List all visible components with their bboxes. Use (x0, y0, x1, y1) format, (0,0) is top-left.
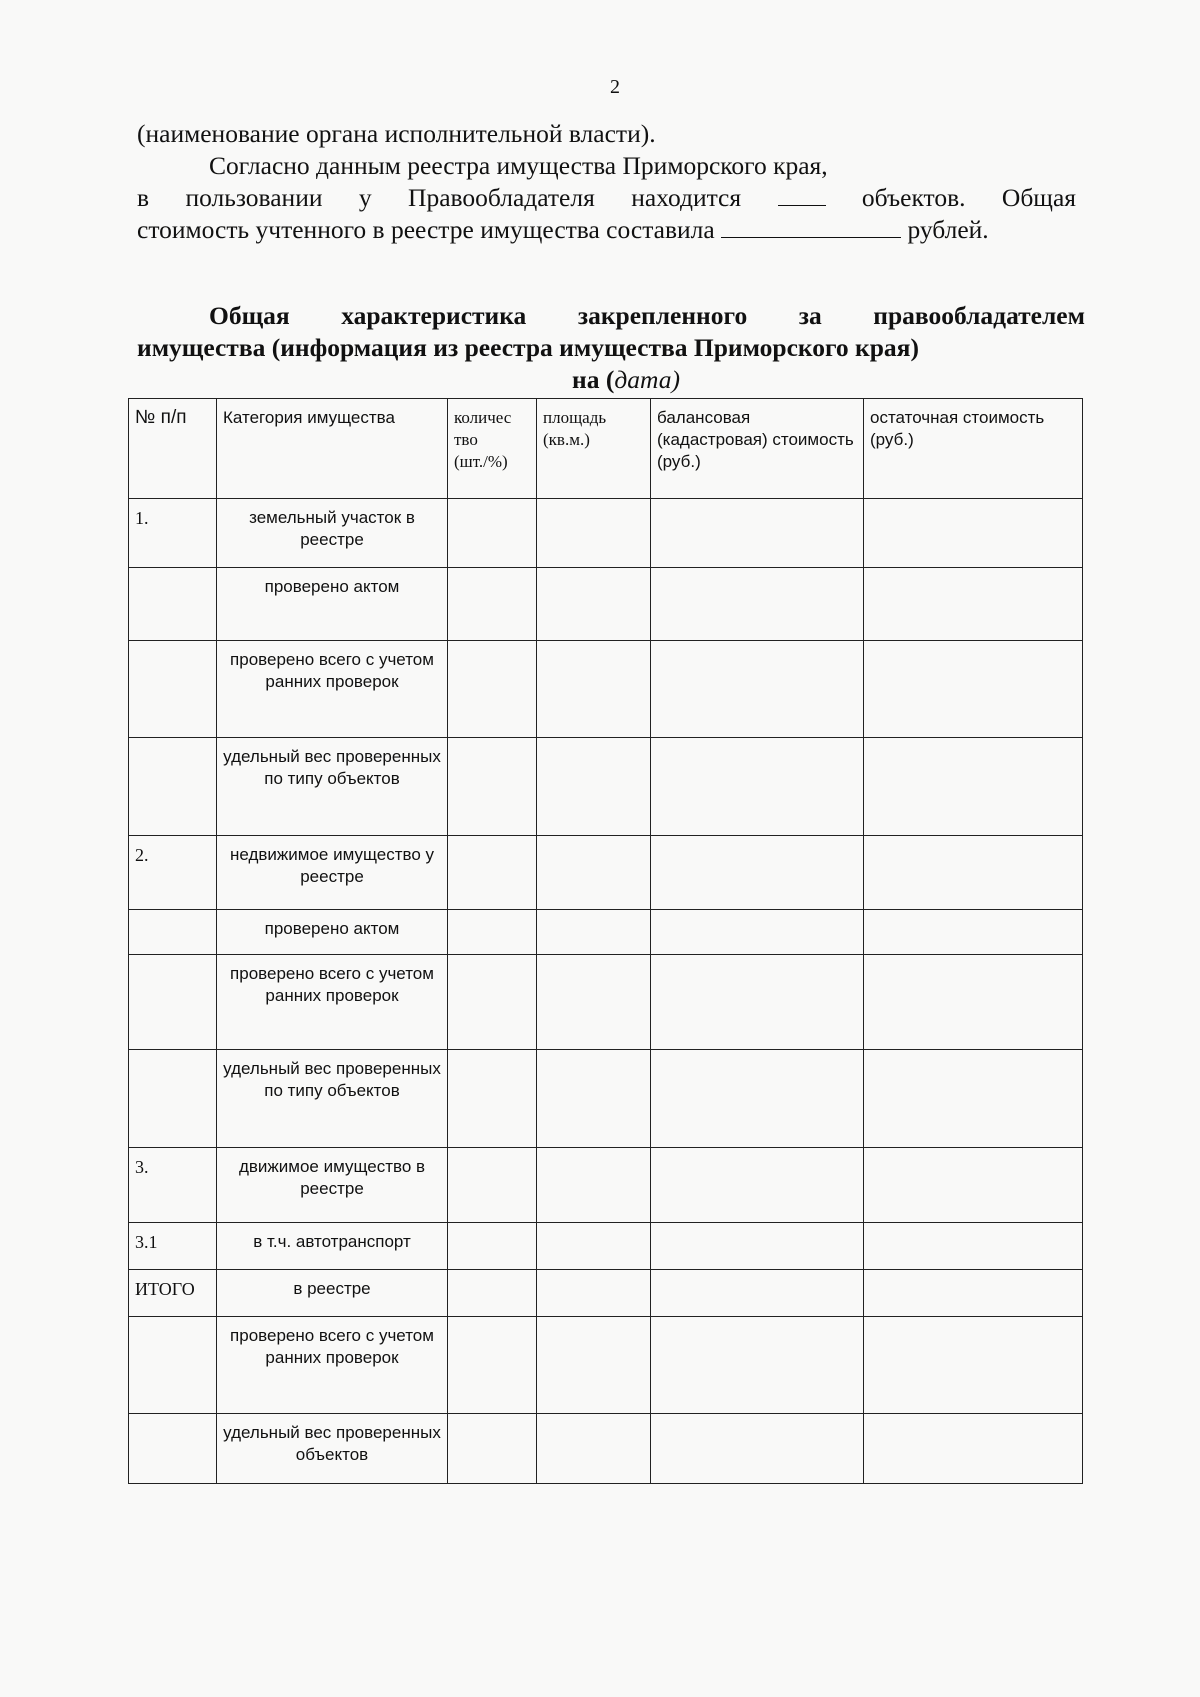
row-number: ИТОГО (129, 1270, 217, 1317)
table-row (129, 641, 1083, 738)
cell-book-value (651, 568, 864, 641)
intro-paragraph-line2 (137, 182, 1076, 214)
row-number: 2. (129, 836, 217, 910)
row-category: движимое имущество в реестре (217, 1148, 448, 1223)
table-row (129, 1414, 1083, 1484)
cell-area (537, 910, 651, 955)
object-count-blank (778, 183, 826, 206)
cell-quantity (448, 955, 537, 1050)
row-category: проверено всего с учетом ранних проверок (217, 1317, 448, 1414)
cell-residual-value (864, 641, 1083, 738)
cell-area (537, 568, 651, 641)
heading-date-placeholder: дата) (614, 365, 680, 394)
cell-residual-value (864, 1317, 1083, 1414)
heading-line1: Общая характеристика закрепленного за правообладателем (209, 301, 1085, 330)
cell-book-value (651, 1317, 864, 1414)
row-category: удельный вес проверенных по типу объектов (217, 738, 448, 836)
authority-name-caption: (наименование органа исполнительной власти). (137, 119, 656, 148)
cell-area (537, 836, 651, 910)
cell-book-value (651, 1223, 864, 1270)
cell-area (537, 499, 651, 568)
table-row (129, 499, 1083, 568)
cell-residual-value (864, 1223, 1083, 1270)
header-category: Категория имущества (217, 399, 448, 499)
row-category: удельный вес проверенных объектов (217, 1414, 448, 1484)
section-heading (137, 300, 1085, 396)
cell-area (537, 738, 651, 836)
intro-paragraph-line1 (137, 150, 1076, 182)
cell-quantity (448, 1223, 537, 1270)
cell-residual-value (864, 568, 1083, 641)
row-category: проверено актом (217, 568, 448, 641)
row-category: проверено всего с учетом ранних проверок (217, 641, 448, 738)
table-row (129, 955, 1083, 1050)
row-number (129, 1317, 217, 1414)
cell-book-value (651, 910, 864, 955)
cell-book-value (651, 1270, 864, 1317)
table-row (129, 1148, 1083, 1223)
cell-residual-value (864, 955, 1083, 1050)
table-row (129, 738, 1083, 836)
cell-quantity (448, 568, 537, 641)
cell-area (537, 1223, 651, 1270)
row-category: недвижимое имущество у реестре (217, 836, 448, 910)
intro-paragraph-line3 (137, 214, 1076, 246)
heading-line2: имущества (информация из реестра имущества Приморского края) (137, 333, 919, 362)
cell-residual-value (864, 738, 1083, 836)
cell-book-value (651, 1050, 864, 1148)
cell-book-value (651, 1148, 864, 1223)
table-row (129, 1317, 1083, 1414)
cell-residual-value (864, 836, 1083, 910)
cell-quantity (448, 836, 537, 910)
header-quantity: количес тво (шт./%) (448, 399, 537, 499)
cell-book-value (651, 738, 864, 836)
row-number: 1. (129, 499, 217, 568)
cell-book-value (651, 836, 864, 910)
property-register-table (128, 398, 1083, 1484)
row-number (129, 568, 217, 641)
page-number: 2 (610, 76, 620, 98)
cell-residual-value (864, 910, 1083, 955)
cell-residual-value (864, 1148, 1083, 1223)
cell-quantity (448, 1050, 537, 1148)
header-number: № п/п (129, 399, 217, 499)
table-row (129, 836, 1083, 910)
cell-area (537, 1050, 651, 1148)
row-category: в реестре (217, 1270, 448, 1317)
intro-paragraph-part1: Согласно данным реестра имущества Приморского края, (209, 151, 828, 180)
cell-residual-value (864, 1414, 1083, 1484)
cell-area (537, 1270, 651, 1317)
row-category: в т.ч. автотранспорт (217, 1223, 448, 1270)
row-category: проверено всего с учетом ранних проверок (217, 955, 448, 1050)
intro-paragraph-part3b: рублей. (907, 215, 989, 244)
cell-book-value (651, 1414, 864, 1484)
cell-area (537, 955, 651, 1050)
cell-quantity (448, 641, 537, 738)
table-row (129, 1050, 1083, 1148)
table-row (129, 568, 1083, 641)
row-number: 3.1 (129, 1223, 217, 1270)
table-row (129, 1223, 1083, 1270)
cell-quantity (448, 1317, 537, 1414)
row-number: 3. (129, 1148, 217, 1223)
row-number (129, 738, 217, 836)
cell-quantity (448, 910, 537, 955)
heading-date-prefix: на ( (572, 365, 615, 394)
row-number (129, 641, 217, 738)
intro-paragraph-part2b: объектов. Общая (861, 183, 1076, 212)
cell-quantity (448, 738, 537, 836)
cell-book-value (651, 499, 864, 568)
row-number (129, 1050, 217, 1148)
table-header-row (129, 399, 1083, 499)
row-category: удельный вес проверенных по типу объектов (217, 1050, 448, 1148)
cell-residual-value (864, 1050, 1083, 1148)
header-area: площадь (кв.м.) (537, 399, 651, 499)
cell-quantity (448, 1148, 537, 1223)
cell-quantity (448, 499, 537, 568)
row-number (129, 1414, 217, 1484)
intro-paragraph-part3a: стоимость учтенного в реестре имущества составила (137, 215, 715, 244)
cell-area (537, 1148, 651, 1223)
cell-book-value (651, 955, 864, 1050)
header-book-value: балансовая (кадастровая) стоимость (руб.) (651, 399, 864, 499)
cell-residual-value (864, 1270, 1083, 1317)
row-category: проверено актом (217, 910, 448, 955)
table-row (129, 1270, 1083, 1317)
cell-book-value (651, 641, 864, 738)
total-cost-blank (721, 215, 901, 238)
row-number (129, 955, 217, 1050)
row-category: земельный участок в реестре (217, 499, 448, 568)
cell-quantity (448, 1414, 537, 1484)
intro-text (137, 118, 1076, 246)
row-number (129, 910, 217, 955)
cell-quantity (448, 1270, 537, 1317)
intro-paragraph-part2a: в пользовании у Правообладателя находится (137, 183, 742, 212)
cell-area (537, 641, 651, 738)
table-row (129, 910, 1083, 955)
heading-line3 (137, 364, 1085, 396)
cell-area (537, 1414, 651, 1484)
header-residual-value: остаточная стоимость (руб.) (864, 399, 1083, 499)
cell-residual-value (864, 499, 1083, 568)
cell-area (537, 1317, 651, 1414)
